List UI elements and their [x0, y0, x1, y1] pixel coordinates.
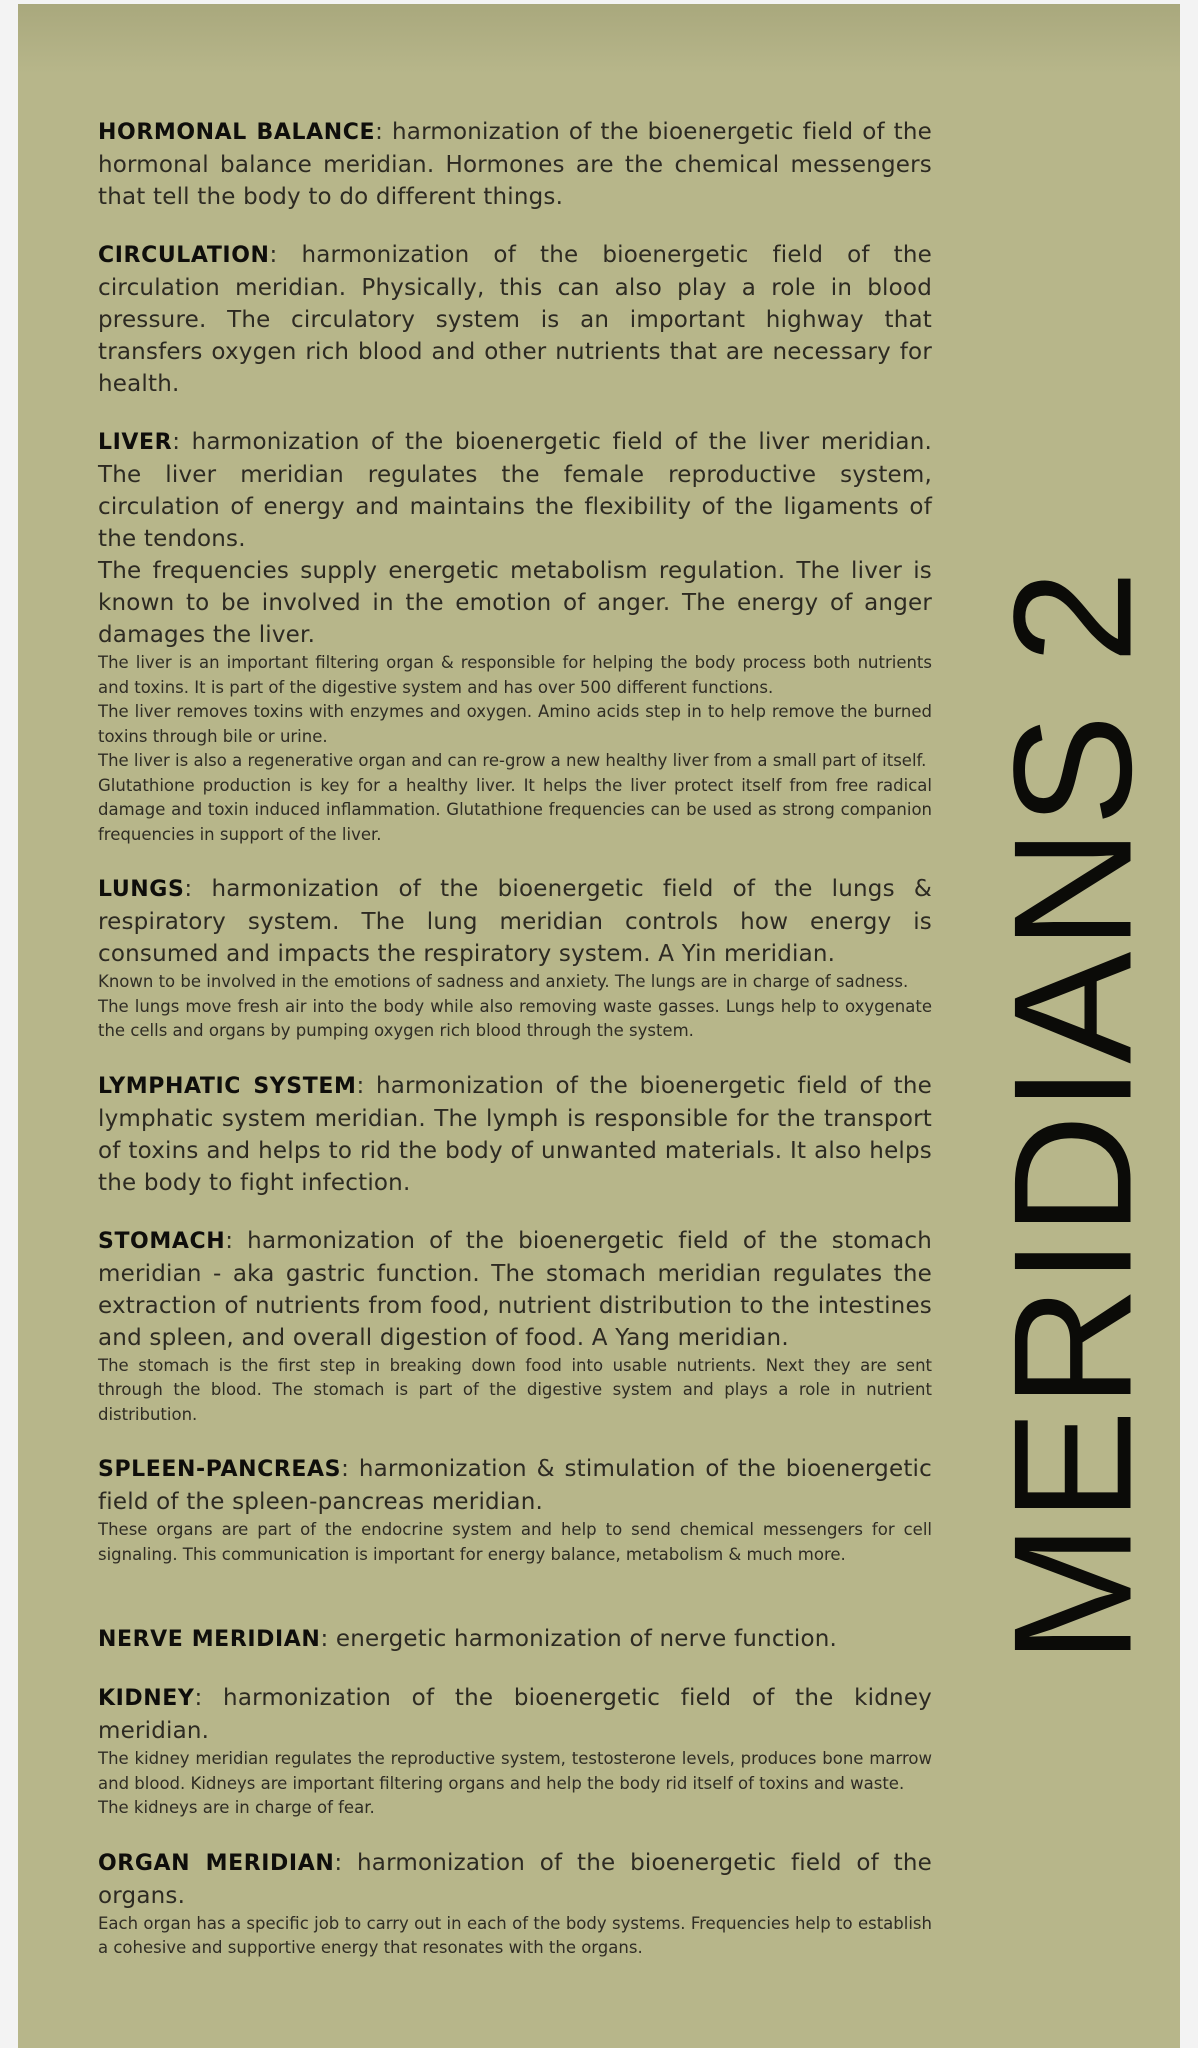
entry-paragraph	[98, 873, 932, 970]
entry-heading: LIVER	[98, 430, 173, 455]
entry-text: : harmonization & stimulation of the bioenergetic field of the spleen-pancreas meridian.	[98, 1456, 932, 1515]
entry-detail: The liver is an important filtering organ & responsible for helping the body process both nutrients and toxins. It is part of the digestive system and has over 500 different functions.	[98, 653, 932, 697]
vertical-title: MERIDIANS 2	[978, 568, 1167, 1664]
entry-heading: LYMPHATIC SYSTEM	[98, 1073, 357, 1099]
entry-paragraph	[98, 426, 932, 555]
entry-text: : energetic harmonization of nerve function.	[320, 1626, 838, 1652]
entry-paragraph	[98, 1225, 932, 1354]
entry-heading: CIRCULATION	[98, 243, 270, 268]
entry-detail: The kidney meridian regulates the reproductive system, testosterone levels, produces bone marrow and blood. Kidneys are important filtering organs and help the body rid itself of toxins and waste.	[98, 1749, 932, 1793]
entry-heading: HORMONAL BALANCE	[98, 120, 376, 145]
entry-paragraph	[98, 1070, 932, 1199]
entry-liver	[98, 426, 932, 847]
entry-spleen-pancreas	[98, 1453, 932, 1567]
entry-text: : harmonization of the bioenergetic field of the kidney meridian.	[98, 1685, 932, 1744]
entry-detail: Each organ has a specific job to carry out in each of the body systems. Frequencies help to establish a cohesive and supportive energy that resonates with the organs.	[98, 1913, 932, 1957]
entry-paragraph	[98, 116, 932, 213]
entry-text: : harmonization of the bioenergetic field of the stomach meridian - aka gastric function. The stomach meridian regulates the extraction of nutrients from food, nutrient distribution to the intestines and spleen, and overall digestion of food. A Yang meridian.	[98, 1227, 932, 1351]
entry-paragraph	[98, 1847, 932, 1912]
entry-lungs	[98, 873, 932, 1044]
entry-stomach	[98, 1225, 932, 1428]
entry-detail: These organs are part of the endocrine system and help to send chemical messengers for cell signaling. This communication is important for energy balance, metabolism & much more.	[98, 1520, 932, 1564]
entry-paragraph	[98, 239, 932, 400]
entry-text: : harmonization of the bioenergetic field of the circulation meridian. Physically, this can also play a role in blood pressure. The circulatory system is an important highway that transfers oxygen rich blood and other nutrients that are necessary for health.	[98, 242, 932, 397]
entry-text: : harmonization of the bioenergetic field of the liver meridian. The liver meridian regulates the female reproductive system, circulation of energy and maintains the flexibility of the ligaments of the tendons.	[98, 429, 932, 552]
entry-detail: The liver removes toxins with enzymes and oxygen. Amino acids step in to help remove the burned toxins through bile or urine.	[98, 702, 932, 746]
entry-lymphatic-system	[98, 1070, 932, 1199]
entry-heading: SPLEEN-PANCREAS	[98, 1457, 342, 1482]
entry-nerve-meridian	[98, 1623, 932, 1656]
spacer	[98, 1593, 932, 1623]
entry-text: : harmonization of the bioenergetic field of the hormonal balance meridian. Hormones are the chemical messengers that tell the body to do different things.	[98, 119, 932, 210]
entry-heading: NERVE MERIDIAN	[98, 1627, 321, 1652]
entry-detail: Known to be involved in the emotions of sadness and anxiety. The lungs are in charge of sadness.	[98, 972, 909, 991]
entry-heading: STOMACH	[98, 1228, 226, 1254]
entry-text: : harmonization of the bioenergetic field of the organs.	[98, 1849, 932, 1909]
poster	[18, 4, 1180, 2048]
entry-detail: The stomach is the first step in breaking down food into usable nutrients. Next they are sent through the blood. The stomach is part of the digestive system and plays a role in nutrient distribution.	[98, 1355, 932, 1424]
entry-detail: The kidneys are in charge of fear.	[98, 1798, 375, 1817]
entry-text: : harmonization of the bioenergetic field of the lymphatic system meridian. The lymph is responsible for the transport of toxins and helps to rid the body of unwanted materials. It also helps the body to fight infection.	[98, 1072, 932, 1196]
entry-detail: The lungs move fresh air into the body while also removing waste gasses. Lungs help to oxygenate the cells and organs by pumping oxygen rich blood through the system.	[98, 996, 932, 1040]
entry-paragraph	[98, 1453, 932, 1518]
entry-detail: The liver is also a regenerative organ and can re-grow a new healthy liver from a small part of itself.	[98, 751, 927, 770]
entry-paragraph	[98, 1682, 932, 1747]
meridian-list	[98, 116, 932, 1987]
entry-heading: LUNGS	[98, 877, 185, 902]
entry-paragraph-2: The frequencies supply energetic metabolism regulation. The liver is known to be involved in the emotion of anger. The energy of anger damages the liver.	[98, 558, 932, 648]
entry-organ-meridian	[98, 1847, 932, 1961]
entry-heading: KIDNEY	[98, 1686, 195, 1711]
entry-circulation	[98, 239, 932, 400]
entry-heading: ORGAN MERIDIAN	[98, 1850, 335, 1876]
entry-paragraph	[98, 1623, 932, 1656]
entry-kidney	[98, 1682, 932, 1821]
entry-hormonal-balance	[98, 116, 932, 213]
entry-text: : harmonization of the bioenergetic field of the lungs & respiratory system. The lung meridian controls how energy is consumed and impacts the respiratory system. A Yin meridian.	[98, 876, 932, 967]
entry-detail: Glutathione production is key for a healthy liver. It helps the liver protect itself from free radical damage and toxin induced inflammation. Glutathione frequencies can be used as strong companion frequencies in support of the liver.	[98, 775, 932, 844]
